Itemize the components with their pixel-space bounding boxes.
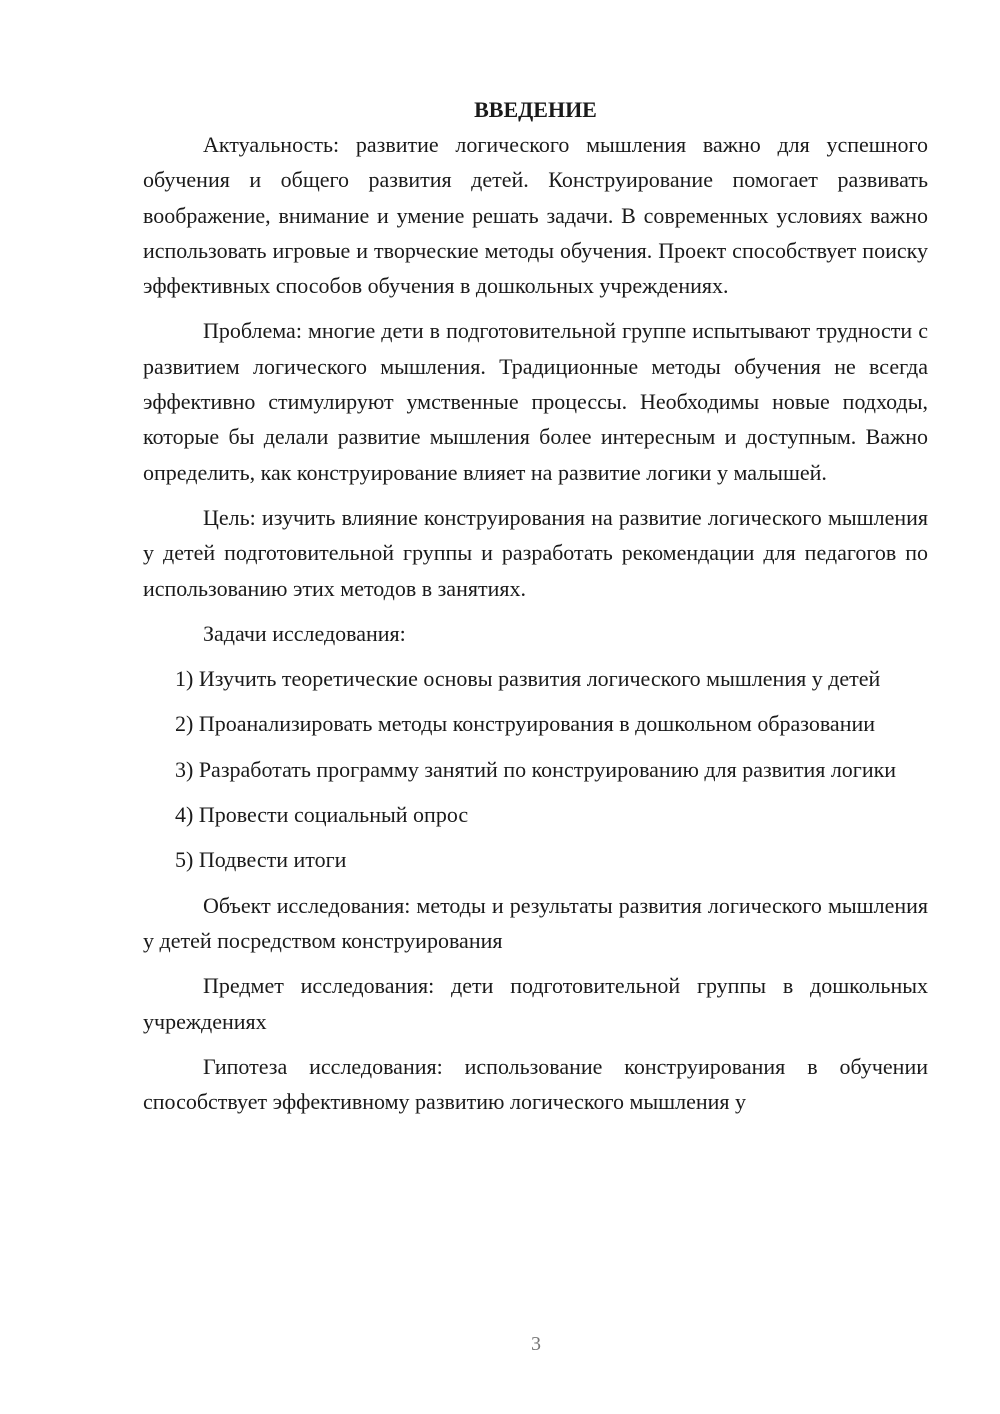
relevance-paragraph: Актуальность: развитие логического мышления важно для успешного обучения и общего развития детей. Конструирование помогает развивать воображение, внимание и умение решать задачи. В современных условиях важно использовать игровые и творческие методы обучения. Проект способствует поиску эффективных способов обучения в дошкольных учреждениях. <box>143 132 928 299</box>
goal-paragraph: Цель: изучить влияние конструирования на развитие логического мышления у детей подготовительной группы и разработать рекомендации для педагогов по использованию этих методов в занятиях. <box>143 504 928 601</box>
task-item: 1) Изучить теоретические основы развития логического мышления у детей <box>175 666 881 692</box>
page-title: ВВЕДЕНИЕ <box>474 97 597 122</box>
document-page <box>143 92 928 1129</box>
tasks-heading: Задачи исследования: <box>203 620 406 646</box>
object-paragraph: Объект исследования: методы и результаты развития логического мышления у детей посредством конструирования <box>143 892 928 953</box>
task-item: 4) Провести социальный опрос <box>175 802 469 828</box>
problem-paragraph: Проблема: многие дети в подготовительной группе испытывают трудности с развитием логического мышления. Традиционные методы обучения не всегда эффективно стимулируют умственные процессы. Необходимы новые подходы, которые бы делали развитие мышления более интересным и доступным. Важно определить, как конструирование влияет на развитие логики у малышей. <box>143 318 928 485</box>
page-number: 3 <box>531 1333 541 1355</box>
subject-paragraph: Предмет исследования: дети подготовительной группы в дошкольных учреждениях <box>143 973 928 1034</box>
hypothesis-paragraph: Гипотеза исследования: использование конструирования в обучении способствует эффективному развитию логического мышления у <box>143 1053 928 1115</box>
task-item: 3) Разработать программу занятий по конструированию для развития логики <box>175 756 897 782</box>
task-item: 2) Проанализировать методы конструирования в дошкольном образовании <box>175 711 876 737</box>
task-item: 5) Подвести итоги <box>175 847 347 873</box>
